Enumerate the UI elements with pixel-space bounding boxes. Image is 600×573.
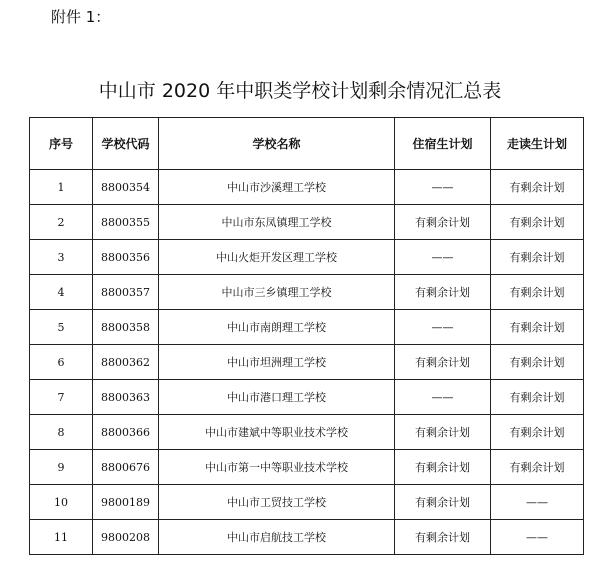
school-code: 8800362	[93, 345, 159, 380]
attachment-label: 附件 1：	[51, 8, 111, 26]
boarding-plan: 有剩余计划	[395, 450, 491, 485]
boarding-plan: ——	[395, 310, 491, 345]
plan-summary-table	[29, 117, 584, 555]
row-index: 5	[30, 310, 93, 345]
boarding-plan: 有剩余计划	[395, 345, 491, 380]
row-index: 7	[30, 380, 93, 415]
day-plan: 有剩余计划	[491, 170, 584, 205]
header-boarding-plan: 住宿生计划	[395, 118, 491, 170]
page-title: 中山市 2020 年中职类学校计划剩余情况汇总表	[98, 80, 502, 102]
boarding-plan: 有剩余计划	[395, 205, 491, 240]
school-code: 8800366	[93, 415, 159, 450]
header-school-code: 学校代码	[93, 118, 159, 170]
school-code: 8800676	[93, 450, 159, 485]
boarding-plan: 有剩余计划	[395, 485, 491, 520]
boarding-plan: ——	[395, 240, 491, 275]
day-plan: 有剩余计划	[491, 450, 584, 485]
header-school-name: 学校名称	[159, 118, 395, 170]
school-name: 中山市建斌中等职业技术学校	[159, 415, 395, 450]
day-plan: ——	[491, 520, 584, 555]
table-row	[30, 170, 584, 205]
school-code: 8800355	[93, 205, 159, 240]
row-index: 9	[30, 450, 93, 485]
day-plan: 有剩余计划	[491, 240, 584, 275]
table-row	[30, 240, 584, 275]
table-header-row	[30, 118, 584, 170]
boarding-plan: 有剩余计划	[395, 415, 491, 450]
row-index: 4	[30, 275, 93, 310]
row-index: 3	[30, 240, 93, 275]
boarding-plan: 有剩余计划	[395, 275, 491, 310]
day-plan: ——	[491, 485, 584, 520]
day-plan: 有剩余计划	[491, 415, 584, 450]
school-code: 8800356	[93, 240, 159, 275]
row-index: 6	[30, 345, 93, 380]
day-plan: 有剩余计划	[491, 275, 584, 310]
table-row	[30, 450, 584, 485]
day-plan: 有剩余计划	[491, 345, 584, 380]
row-index: 8	[30, 415, 93, 450]
school-name: 中山市工贸技工学校	[159, 485, 395, 520]
school-name: 中山市第一中等职业技术学校	[159, 450, 395, 485]
school-name: 中山市东凤镇理工学校	[159, 205, 395, 240]
table-row	[30, 345, 584, 380]
row-index: 11	[30, 520, 93, 555]
school-code: 8800357	[93, 275, 159, 310]
table-row	[30, 275, 584, 310]
school-name: 中山市三乡镇理工学校	[159, 275, 395, 310]
boarding-plan: ——	[395, 170, 491, 205]
header-day-plan: 走读生计划	[491, 118, 584, 170]
table-row	[30, 380, 584, 415]
table-row	[30, 520, 584, 555]
day-plan: 有剩余计划	[491, 205, 584, 240]
table-row	[30, 310, 584, 345]
table-row	[30, 415, 584, 450]
header-index: 序号	[30, 118, 93, 170]
row-index: 2	[30, 205, 93, 240]
school-name: 中山市港口理工学校	[159, 380, 395, 415]
school-code: 8800363	[93, 380, 159, 415]
school-name: 中山市坦洲理工学校	[159, 345, 395, 380]
school-code: 9800189	[93, 485, 159, 520]
school-name: 中山火炬开发区理工学校	[159, 240, 395, 275]
school-name: 中山市南朗理工学校	[159, 310, 395, 345]
table-row	[30, 485, 584, 520]
table-row	[30, 205, 584, 240]
school-name: 中山市启航技工学校	[159, 520, 395, 555]
school-code: 8800354	[93, 170, 159, 205]
school-code: 8800358	[93, 310, 159, 345]
day-plan: 有剩余计划	[491, 380, 584, 415]
school-name: 中山市沙溪理工学校	[159, 170, 395, 205]
row-index: 10	[30, 485, 93, 520]
row-index: 1	[30, 170, 93, 205]
boarding-plan: 有剩余计划	[395, 520, 491, 555]
day-plan: 有剩余计划	[491, 310, 584, 345]
school-code: 9800208	[93, 520, 159, 555]
boarding-plan: ——	[395, 380, 491, 415]
